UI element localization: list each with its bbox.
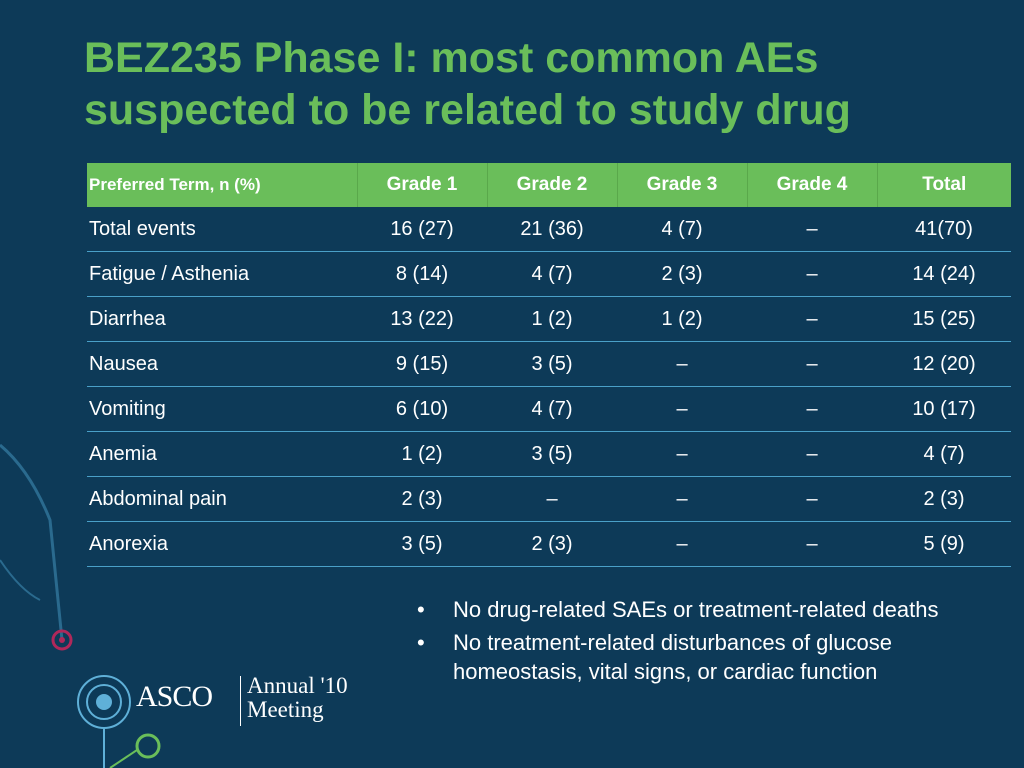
header-grade-2: Grade 2 bbox=[487, 163, 617, 207]
title-line-2: suspected to be related to study drug bbox=[84, 86, 851, 134]
cell-total: 15 (25) bbox=[877, 297, 1011, 342]
cell-term: Abdominal pain bbox=[87, 477, 357, 522]
annual-line: Annual '10 bbox=[247, 673, 348, 698]
asco-logo-text: ASCO bbox=[136, 680, 213, 713]
cell-grade-1: 1 (2) bbox=[357, 432, 487, 477]
cell-grade-1: 9 (15) bbox=[357, 342, 487, 387]
cell-grade-2: 3 (5) bbox=[487, 432, 617, 477]
cell-total: 4 (7) bbox=[877, 432, 1011, 477]
annual-meeting-text bbox=[247, 674, 348, 722]
cell-grade-2: 4 (7) bbox=[487, 252, 617, 297]
cell-grade-3: 1 (2) bbox=[617, 297, 747, 342]
cell-grade-2: 4 (7) bbox=[487, 387, 617, 432]
cell-term: Diarrhea bbox=[87, 297, 357, 342]
bullet-item bbox=[412, 595, 972, 624]
cell-total: 5 (9) bbox=[877, 522, 1011, 567]
cell-total: 2 (3) bbox=[877, 477, 1011, 522]
table-row bbox=[87, 342, 1011, 387]
header-grade-4: Grade 4 bbox=[747, 163, 877, 207]
cell-grade-2: 2 (3) bbox=[487, 522, 617, 567]
cell-grade-2: 21 (36) bbox=[487, 207, 617, 252]
cell-grade-1: 3 (5) bbox=[357, 522, 487, 567]
table-row bbox=[87, 387, 1011, 432]
bullet-text: No drug-related SAEs or treatment-related deaths bbox=[453, 597, 939, 622]
cell-grade-3: – bbox=[617, 477, 747, 522]
cell-grade-1: 2 (3) bbox=[357, 477, 487, 522]
cell-grade-4: – bbox=[747, 252, 877, 297]
table-row bbox=[87, 297, 1011, 342]
cell-total: 14 (24) bbox=[877, 252, 1011, 297]
header-grade-3: Grade 3 bbox=[617, 163, 747, 207]
table-row bbox=[87, 432, 1011, 477]
header-grade-1: Grade 1 bbox=[357, 163, 487, 207]
cell-grade-2: – bbox=[487, 477, 617, 522]
cell-grade-4: – bbox=[747, 342, 877, 387]
cell-grade-4: – bbox=[747, 477, 877, 522]
adverse-events-table bbox=[87, 163, 1011, 567]
cell-grade-3: – bbox=[617, 342, 747, 387]
cell-grade-3: – bbox=[617, 522, 747, 567]
cell-term: Total events bbox=[87, 207, 357, 252]
bullet-marker: • bbox=[417, 597, 425, 622]
cell-grade-1: 16 (27) bbox=[357, 207, 487, 252]
cell-term: Anorexia bbox=[87, 522, 357, 567]
table-header-row bbox=[87, 163, 1011, 207]
cell-total: 10 (17) bbox=[877, 387, 1011, 432]
cell-grade-3: – bbox=[617, 387, 747, 432]
cell-grade-4: – bbox=[747, 387, 877, 432]
meeting-line: Meeting bbox=[247, 697, 324, 722]
cell-grade-3: 2 (3) bbox=[617, 252, 747, 297]
cell-grade-1: 13 (22) bbox=[357, 297, 487, 342]
cell-grade-1: 8 (14) bbox=[357, 252, 487, 297]
bullet-text: No treatment-related disturbances of glucose homeostasis, vital signs, or cardiac function bbox=[453, 630, 893, 684]
cell-grade-1: 6 (10) bbox=[357, 387, 487, 432]
cell-total: 41(70) bbox=[877, 207, 1011, 252]
header-preferred-term: Preferred Term, n (%) bbox=[87, 163, 357, 207]
cell-term: Vomiting bbox=[87, 387, 357, 432]
table-row bbox=[87, 522, 1011, 567]
cell-term: Nausea bbox=[87, 342, 357, 387]
bullet-list bbox=[412, 595, 972, 690]
bullet-item bbox=[412, 628, 972, 686]
logo-divider bbox=[240, 676, 241, 726]
header-total: Total bbox=[877, 163, 1011, 207]
table-row bbox=[87, 207, 1011, 252]
table-row bbox=[87, 477, 1011, 522]
cell-term: Anemia bbox=[87, 432, 357, 477]
cell-grade-2: 3 (5) bbox=[487, 342, 617, 387]
cell-grade-3: – bbox=[617, 432, 747, 477]
cell-grade-4: – bbox=[747, 297, 877, 342]
title-line-1: BEZ235 Phase I: most common AEs bbox=[84, 34, 819, 82]
bullet-marker: • bbox=[417, 630, 425, 655]
cell-grade-3: 4 (7) bbox=[617, 207, 747, 252]
asco-annual-meeting-logo bbox=[136, 672, 366, 732]
cell-grade-4: – bbox=[747, 207, 877, 252]
cell-term: Fatigue / Asthenia bbox=[87, 252, 357, 297]
cell-grade-2: 1 (2) bbox=[487, 297, 617, 342]
table-row bbox=[87, 252, 1011, 297]
cell-grade-4: – bbox=[747, 432, 877, 477]
slide-title bbox=[84, 32, 984, 136]
cell-total: 12 (20) bbox=[877, 342, 1011, 387]
cell-grade-4: – bbox=[747, 522, 877, 567]
